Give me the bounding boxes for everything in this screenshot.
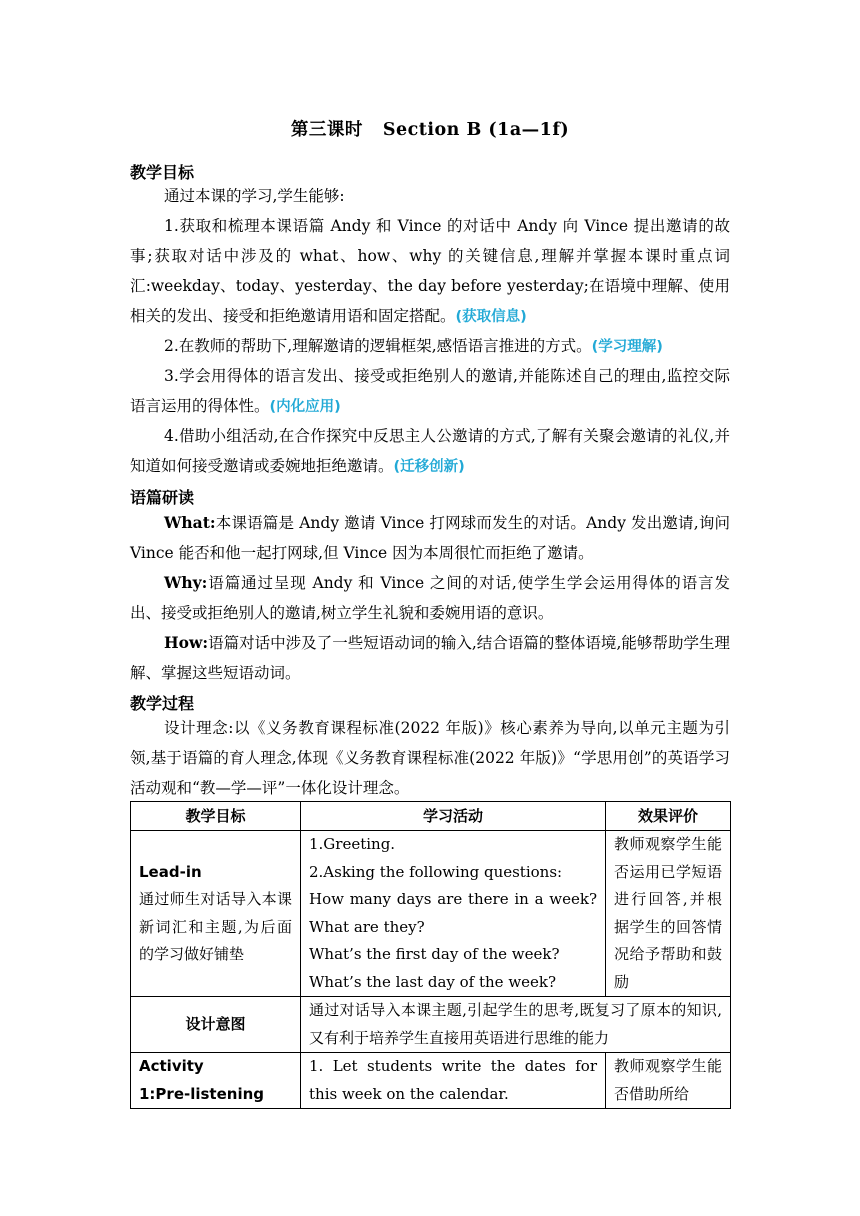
leadin-desc: 通过师生对话导入本课新词汇和主题,为后面的学习做好铺垫 [139, 890, 292, 963]
header-objective: 教学目标 [131, 802, 301, 831]
activity1-title: Activity 1:Pre-listening [131, 1053, 301, 1109]
table-row [131, 997, 731, 1053]
header-activity: 学习活动 [301, 802, 606, 831]
objective-item-4: 4.借助小组活动,在合作探究中反思主人公邀请的方式,了解有关聚会邀请的礼仪,并知道如何接受邀请或委婉地拒绝邀请。(迁移创新) [130, 427, 730, 475]
leadin-cell [131, 831, 301, 997]
objective-item-3: 3.学会用得体的语言发出、接受或拒绝别人的邀请,并能陈述自己的理由,监控交际语言运用的得体性。(内化应用) [130, 367, 730, 415]
list-item: What’s the first day of the week? [309, 945, 560, 963]
process-heading: 教学过程 [130, 694, 195, 713]
list-item: What’s the last day of the week? [309, 972, 557, 991]
list-item: 2.Asking the following questions: [309, 862, 563, 881]
list-item: How many days are there in a week? [309, 890, 597, 908]
page-title: 第三课时 Section B (1a—1f) [290, 120, 570, 140]
list-item: What are they? [309, 917, 425, 936]
objectives-intro: 通过本课的学习,学生能够: [164, 187, 345, 205]
intent-label: 设计意图 [131, 997, 301, 1053]
objective-item-1: 1.获取和梳理本课语篇 Andy 和 Vince 的对话中 Andy 向 Vince 提出邀请的故事;获取对话中涉及的 what、how、why 的关键信息,理解并掌握本课时重点词汇:weekday、today、yesterday、the day before yesterday;在语境中理解、使用相关的发出、接受和拒绝邀请用语和固定搭配。(获取信息) [130, 217, 730, 325]
objective-tag-3: (内化应用) [269, 399, 341, 415]
objective-tag-1: (获取信息) [455, 309, 527, 325]
leadin-title: Lead-in [139, 862, 202, 881]
header-evaluation: 效果评价 [606, 802, 731, 831]
objective-item-2: 2.在教师的帮助下,理解邀请的逻辑框架,感悟语言推进的方式。(学习理解) [164, 337, 663, 355]
activity1-evaluation: 教师观察学生能否借助所给 [606, 1053, 731, 1109]
analysis-how: How:语篇对话中涉及了一些短语动词的输入,结合语篇的整体语境,能够帮助学生理解、掌握这些短语动词。 [130, 633, 730, 682]
analysis-heading: 语篇研读 [130, 488, 195, 507]
table-row [131, 831, 731, 997]
objective-tag-4: (迁移创新) [393, 459, 465, 475]
activity1-text: 1. Let students write the dates for this week on the calendar. [301, 1053, 606, 1109]
list-item: 1.Greeting. [309, 835, 396, 853]
analysis-why: Why:语篇通过呈现 Andy 和 Vince 之间的对话,使学生学会运用得体的语言发出、接受或拒绝别人的邀请,树立学生礼貌和委婉用语的意识。 [130, 573, 730, 622]
objectives-heading: 教学目标 [130, 163, 195, 182]
table-row [131, 1053, 731, 1109]
objective-tag-2: (学习理解) [591, 339, 663, 355]
leadin-activities [301, 831, 606, 997]
table-header-row [131, 802, 731, 831]
intent-text: 通过对话导入本课主题,引起学生的思考,既复习了原本的知识,又有利于培养学生直接用英语进行思维的能力 [301, 997, 731, 1053]
leadin-evaluation: 教师观察学生能否运用已学短语进行回答,并根据学生的回答情况给予帮助和鼓励 [606, 831, 731, 997]
design-concept: 设计理念:以《义务教育课程标准(2022 年版)》核心素养为导向,以单元主题为引领,基于语篇的育人理念,体现《义务教育课程标准(2022 年版)》“学思用创”的英语学习活动观和“教—学—评”一体化设计理念。 [130, 719, 730, 797]
analysis-what: What:本课语篇是 Andy 邀请 Vince 打网球而发生的对话。Andy 发出邀请,询问 Vince 能否和他一起打网球,但 Vince 因为本周很忙而拒绝了邀请。 [130, 513, 730, 562]
lesson-table [130, 801, 731, 1109]
